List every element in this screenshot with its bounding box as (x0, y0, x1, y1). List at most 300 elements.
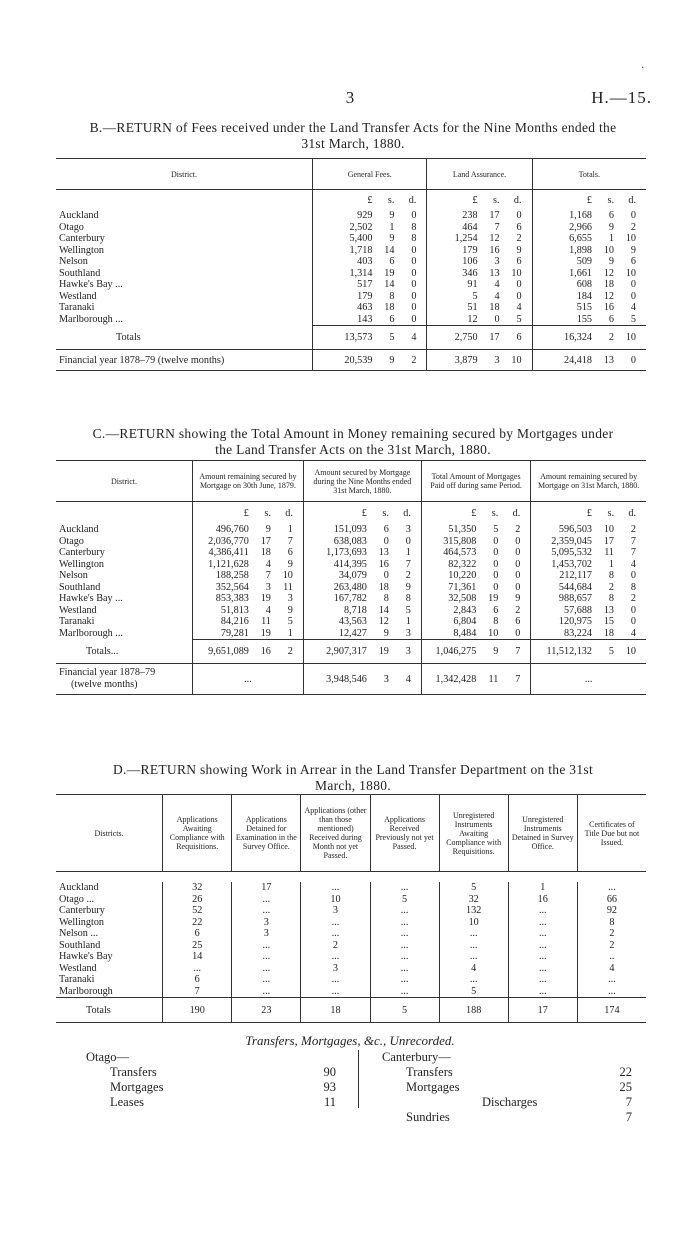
column-header: Amount remaining secured by Mortgage on 31st March, 1880. (531, 461, 646, 502)
shillings-cell: 0 (493, 570, 499, 582)
page-number: 3 (345, 88, 355, 107)
column-header: Total Amount of Mortgages Paid off during same Period. (421, 461, 530, 502)
pounds-cell: 1,254 (427, 233, 481, 245)
pence-cell: 5 (630, 313, 636, 325)
region-heading: Canterbury— (382, 1050, 451, 1064)
shillings-cell: 4 (265, 558, 271, 570)
value-cell: ... (370, 917, 439, 929)
table-row (56, 616, 646, 628)
value-cell: 25 (163, 940, 232, 952)
pence-cell: 10 (617, 639, 646, 664)
item-label: Mortgages (110, 1080, 164, 1094)
shillings-cell: 3 (481, 350, 503, 371)
total-cell: 23 (232, 998, 301, 1023)
shillings-cell: 14 (378, 604, 389, 616)
value-cell: ... (577, 986, 646, 998)
pounds-cell: 638,083 (303, 536, 370, 548)
totals-label: Totals (56, 325, 313, 350)
shillings-cell: 4 (265, 604, 271, 616)
pence-cell: 7 (501, 664, 531, 695)
pence-cell: 8 (411, 221, 417, 233)
district-cell: Westland (59, 962, 97, 974)
item-value: 90 (323, 1065, 336, 1079)
table-row (56, 986, 646, 998)
table-row (56, 882, 646, 894)
district-cell: Taranaki (59, 974, 95, 986)
value-cell: 1 (508, 882, 577, 894)
shillings-cell: 18 (384, 302, 395, 314)
shillings-cell: 17 (489, 210, 500, 222)
value-cell: 2 (301, 940, 370, 952)
unrecorded-item (382, 1065, 632, 1080)
pence-cell: 0 (617, 350, 646, 371)
pounds-cell: £ (193, 502, 252, 525)
pounds-cell: 608 (532, 279, 595, 291)
pounds-cell: 352,564 (193, 582, 252, 594)
pounds-cell: 82,322 (421, 559, 479, 571)
table-row (56, 963, 646, 975)
value-cell: ... (301, 917, 370, 929)
shillings-cell: 9 (383, 627, 389, 639)
spacer-row (56, 872, 646, 883)
pence-cell: 2 (515, 604, 521, 616)
pence-cell: 10 (617, 325, 646, 350)
table-row (56, 605, 646, 617)
pounds-cell: 51 (427, 302, 481, 314)
table-row (56, 905, 646, 917)
pence-cell: d. (513, 194, 522, 206)
spacer-cell (56, 190, 313, 211)
pence-cell: 0 (516, 279, 522, 291)
item-value: 7 (625, 1095, 632, 1109)
pence-cell: 6 (515, 616, 521, 628)
shillings-cell: 12 (378, 616, 389, 628)
pounds-cell: 1,046,275 (421, 639, 479, 664)
total-cell: 5 (370, 998, 439, 1023)
shillings-cell: 18 (378, 581, 389, 593)
pence-cell: 8 (405, 593, 411, 605)
spacer-cell (56, 502, 193, 525)
pounds-cell: 8,484 (421, 628, 479, 640)
value-cell: ... (301, 951, 370, 963)
pounds-cell: 20,539 (313, 350, 376, 371)
financial-label-line2: (twelve months) (71, 679, 138, 690)
pence-cell: d. (628, 194, 636, 206)
pounds-cell: 83,224 (531, 628, 595, 640)
financial-label (56, 664, 193, 695)
district-cell: Marlborough ... (59, 627, 123, 639)
pounds-cell: £ (427, 190, 481, 211)
table-row (56, 928, 646, 940)
unrecorded-item (86, 1095, 336, 1110)
pounds-cell: 91 (427, 279, 481, 291)
value-cell: ... (439, 940, 508, 952)
pounds-cell: 11,512,132 (531, 639, 595, 664)
pounds-cell: 51,813 (193, 605, 252, 617)
shillings-cell: 0 (494, 313, 500, 325)
pence-cell: 6 (516, 221, 522, 233)
total-cell: 174 (577, 998, 646, 1023)
pounds-cell: 1,453,702 (531, 559, 595, 571)
district-cell: Otago ... (59, 893, 95, 905)
value-cell: 10 (439, 917, 508, 929)
table-b-title (58, 120, 648, 152)
value-cell: 92 (577, 905, 646, 917)
pence-cell: 1 (405, 616, 411, 628)
pounds-cell: 9,651,089 (193, 639, 252, 664)
value-cell: ... (508, 951, 577, 963)
pence-cell: 6 (630, 256, 636, 268)
value-cell: ... (301, 974, 370, 986)
shillings-cell: 14 (384, 279, 395, 291)
pounds-cell: 188,258 (193, 570, 252, 582)
total-cell: 190 (163, 998, 232, 1023)
pence-cell: 2 (630, 593, 636, 605)
value-cell: 32 (439, 894, 508, 906)
shillings-cell: s. (264, 507, 271, 519)
pence-cell: 9 (516, 244, 522, 256)
shillings-cell: 11 (261, 616, 271, 628)
shillings-cell: 19 (370, 639, 392, 664)
pounds-cell: £ (313, 190, 376, 211)
table-row (56, 314, 646, 326)
pounds-cell: 2,907,317 (303, 639, 370, 664)
value-cell: ... (508, 917, 577, 929)
table-row (56, 593, 646, 605)
table-b (56, 158, 646, 371)
value-cell: ... (370, 928, 439, 940)
pounds-cell: 1,718 (313, 245, 376, 257)
district-cell: Southland (59, 267, 101, 279)
pence-cell: 10 (625, 267, 636, 279)
table-row (56, 940, 646, 952)
shillings-cell: s. (493, 194, 500, 206)
value-cell: 66 (577, 894, 646, 906)
district-cell: Canterbury (59, 233, 105, 245)
shillings-cell: 12 (489, 233, 500, 245)
pounds-cell: 57,688 (531, 605, 595, 617)
shillings-cell: 16 (489, 244, 500, 256)
pounds-cell: 517 (313, 279, 376, 291)
value-cell: ... (163, 963, 232, 975)
pounds-cell: 853,383 (193, 593, 252, 605)
header-row (56, 795, 646, 872)
value-cell: 5 (370, 894, 439, 906)
table-c-title (58, 426, 648, 458)
value-cell: 8 (577, 917, 646, 929)
item-value: 7 (625, 1110, 632, 1124)
shillings-cell: 6 (608, 210, 614, 222)
value-cell: ... (577, 882, 646, 894)
shillings-cell: 9 (389, 233, 395, 245)
value-cell: ... (232, 963, 301, 975)
value-cell: ... (301, 882, 370, 894)
value-cell: 7 (163, 986, 232, 998)
shillings-cell: 9 (375, 350, 397, 371)
pence-cell: 0 (630, 279, 636, 291)
unrecorded-canterbury (382, 1050, 632, 1125)
value-cell: 22 (163, 917, 232, 929)
pounds-cell: 32,508 (421, 593, 479, 605)
table-row (56, 559, 646, 571)
shillings-cell: 1 (608, 233, 614, 245)
table-row (56, 233, 646, 245)
column-header: Applications Detained for Examination in the Survey Office. (232, 795, 301, 872)
totals-row (56, 325, 646, 350)
pounds-cell: £ (303, 502, 370, 525)
pounds-cell: 496,760 (193, 524, 252, 536)
value-cell: ... (232, 940, 301, 952)
value-cell: 4 (577, 963, 646, 975)
pence-cell: 0 (515, 535, 521, 547)
pence-cell: 4 (397, 325, 427, 350)
district-cell: Marlborough ... (59, 313, 123, 325)
shillings-cell: 6 (389, 313, 395, 325)
pounds-cell: 13,573 (313, 325, 376, 350)
table-row (56, 582, 646, 594)
pence-cell: 2 (516, 233, 522, 245)
value-cell: ... (370, 940, 439, 952)
pence-cell: 6 (503, 325, 533, 350)
pounds-cell: 1,661 (532, 268, 595, 280)
shillings-cell: 13 (603, 604, 614, 616)
table-row (56, 302, 646, 314)
shillings-cell: 0 (493, 535, 499, 547)
pounds-cell: 988,657 (531, 593, 595, 605)
pence-cell: 4 (516, 302, 522, 314)
pence-cell: 9 (287, 604, 293, 616)
pence-cell: 1 (287, 627, 293, 639)
pence-cell: 3 (392, 639, 422, 664)
pounds-cell: 463 (313, 302, 376, 314)
value-cell: ... (508, 963, 577, 975)
value-cell: 17 (232, 882, 301, 894)
column-header: Unregistered Instruments Detained in Survey Office. (508, 795, 577, 872)
pence-cell: d. (512, 507, 521, 519)
shillings-cell: 11 (604, 547, 614, 559)
pounds-cell: 143 (313, 314, 376, 326)
column-header: Amount remaining secured by Mortgage on 30th June, 1879. (193, 461, 304, 502)
shillings-cell: 2 (608, 581, 614, 593)
shillings-cell: 0 (493, 558, 499, 570)
shillings-cell: 17 (260, 535, 271, 547)
pounds-cell: 515 (532, 302, 595, 314)
table-row (56, 570, 646, 582)
pence-cell: 4 (630, 558, 636, 570)
unrecorded-item (382, 1110, 632, 1125)
pounds-cell: 84,216 (193, 616, 252, 628)
pounds-cell: 263,480 (303, 582, 370, 594)
shillings-cell: 8 (608, 593, 614, 605)
shillings-cell: 9 (265, 524, 271, 536)
table-row (56, 210, 646, 222)
shillings-cell: 17 (603, 535, 614, 547)
pence-cell: 2 (515, 524, 521, 536)
table-row (56, 245, 646, 257)
shillings-cell: 13 (595, 350, 617, 371)
pence-cell: 0 (630, 616, 636, 628)
value-cell: 2 (577, 928, 646, 940)
document-code: H.—15. (591, 88, 652, 107)
table-d-title-line2: March, 1880. (315, 778, 391, 793)
item-label: Transfers (406, 1065, 453, 1079)
shillings-cell: 10 (603, 524, 614, 536)
money-cell: ... (531, 664, 646, 695)
pounds-cell: 1,121,628 (193, 559, 252, 571)
shillings-cell: 8 (389, 290, 395, 302)
shillings-cell: 0 (493, 547, 499, 559)
pence-cell: 0 (405, 535, 411, 547)
spacer-cell (56, 872, 646, 883)
district-cell: Taranaki (59, 616, 95, 628)
district-cell: Marlborough (59, 985, 113, 997)
column-header: Unregistered Instruments Awaiting Compliance with Requisitions. (439, 795, 508, 872)
pounds-cell: 315,808 (421, 536, 479, 548)
pounds-cell: 464 (427, 222, 481, 234)
pence-cell: 1 (287, 524, 293, 536)
pounds-cell: 403 (313, 256, 376, 268)
table-row (56, 291, 646, 303)
pence-cell: 3 (405, 524, 411, 536)
shillings-cell: 10 (488, 627, 499, 639)
table-row (56, 547, 646, 559)
district-cell: Nelson (59, 256, 88, 268)
pence-cell: 4 (630, 302, 636, 314)
pounds-cell: 346 (427, 268, 481, 280)
pence-cell: 0 (411, 244, 417, 256)
shillings-cell: 5 (375, 325, 397, 350)
pounds-cell: 34,079 (303, 570, 370, 582)
pounds-cell: 6,655 (532, 233, 595, 245)
value-cell: 6 (163, 974, 232, 986)
shillings-cell: 18 (260, 547, 271, 559)
value-cell: ... (508, 940, 577, 952)
pence-cell: 6 (287, 547, 293, 559)
pounds-cell: 238 (427, 210, 481, 222)
value-cell: 10 (301, 894, 370, 906)
pence-cell: 2 (274, 639, 304, 664)
financial-row (56, 350, 646, 371)
pence-cell: 0 (411, 210, 417, 222)
value-cell: ... (577, 974, 646, 986)
shillings-cell: 8 (608, 570, 614, 582)
item-value: 11 (323, 1095, 336, 1109)
value-cell: ... (439, 928, 508, 940)
shillings-cell: 12 (603, 267, 614, 279)
column-header: General Fees. (313, 159, 427, 190)
pounds-cell: 167,782 (303, 593, 370, 605)
pounds-cell: 212,117 (531, 570, 595, 582)
pence-cell: 4 (630, 627, 636, 639)
pence-cell: 0 (411, 313, 417, 325)
shillings-cell: 16 (378, 558, 389, 570)
table-row (56, 917, 646, 929)
pounds-cell: 1,173,693 (303, 547, 370, 559)
table-row (56, 951, 646, 963)
shillings-cell: 14 (384, 244, 395, 256)
shillings-cell: 13 (378, 547, 389, 559)
value-cell: 3 (301, 963, 370, 975)
item-value: 22 (619, 1065, 632, 1079)
pounds-cell: 12,427 (303, 628, 370, 640)
shillings-cell: 3 (265, 581, 271, 593)
pence-cell: 7 (630, 547, 636, 559)
pence-cell: 0 (630, 570, 636, 582)
totals-label: Totals (56, 998, 163, 1023)
value-cell: 32 (163, 882, 232, 894)
pence-cell: 0 (515, 581, 521, 593)
shillings-cell: 10 (603, 244, 614, 256)
district-cell: Wellington (59, 558, 105, 570)
shillings-cell: 7 (265, 570, 271, 582)
pence-cell: 7 (405, 558, 411, 570)
pounds-cell: 2,750 (427, 325, 481, 350)
value-cell: ... (508, 974, 577, 986)
shillings-cell: 6 (389, 256, 395, 268)
district-cell: Auckland (59, 882, 99, 894)
pounds-cell: 1,168 (532, 210, 595, 222)
pounds-cell: 12 (427, 314, 481, 326)
shillings-cell: 12 (603, 290, 614, 302)
shillings-cell: 8 (493, 616, 499, 628)
pounds-cell: 106 (427, 256, 481, 268)
shillings-cell: 17 (481, 325, 503, 350)
value-cell: ... (439, 951, 508, 963)
pence-cell: 0 (515, 570, 521, 582)
shillings-cell: 9 (479, 639, 501, 664)
pounds-cell: 5,095,532 (531, 547, 595, 559)
value-cell: 16 (508, 894, 577, 906)
pence-cell: 6 (516, 256, 522, 268)
pounds-cell: £ (531, 502, 595, 525)
shillings-cell: 9 (608, 221, 614, 233)
shillings-cell: 0 (493, 581, 499, 593)
pence-cell: 10 (625, 233, 636, 245)
pounds-cell: 4,386,411 (193, 547, 252, 559)
pounds-cell: 929 (313, 210, 376, 222)
pence-cell: 5 (287, 616, 293, 628)
value-cell: 52 (163, 905, 232, 917)
shillings-cell: 16 (252, 639, 274, 664)
unit-row (56, 190, 646, 211)
unrecorded-item (86, 1080, 336, 1095)
pounds-cell: 51,350 (421, 524, 479, 536)
value-cell: ... (232, 894, 301, 906)
pence-cell: 0 (411, 267, 417, 279)
pence-cell: 9 (630, 244, 636, 256)
column-header: Land Assurance. (427, 159, 532, 190)
value-cell: 132 (439, 905, 508, 917)
pence-cell: 0 (411, 279, 417, 291)
table-row (56, 524, 646, 536)
pence-cell: 10 (503, 350, 533, 371)
value-cell: ... (370, 882, 439, 894)
value-cell: 26 (163, 894, 232, 906)
pence-cell: 2 (630, 221, 636, 233)
pence-cell: 2 (397, 350, 427, 371)
table-row (56, 974, 646, 986)
pence-cell: 0 (411, 302, 417, 314)
pence-cell: 0 (515, 547, 521, 559)
shillings-cell: 16 (603, 302, 614, 314)
shillings-cell: 19 (488, 593, 499, 605)
table-b-title-line1: B.—RETURN of Fees received under the Land Transfer Acts for the Nine Months ended the (89, 120, 617, 135)
pence-cell: 0 (630, 210, 636, 222)
shillings-cell: 18 (489, 302, 500, 314)
value-cell: .. (577, 951, 646, 963)
district-cell: Otago (59, 221, 84, 233)
value-cell: 3 (232, 928, 301, 940)
